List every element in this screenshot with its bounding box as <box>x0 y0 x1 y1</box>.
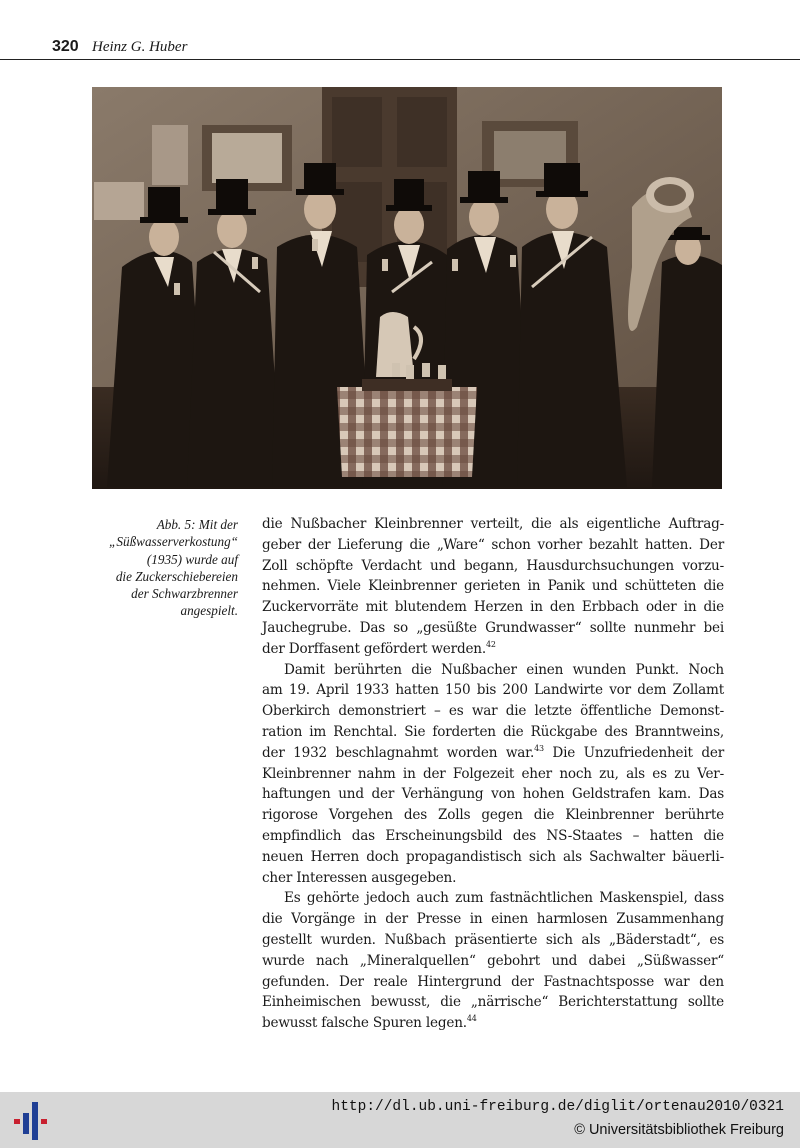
body-line-text: ration im Renchtal. Sie forderten die Rückgabe des Branntweins, <box>262 723 724 740</box>
caption-line: der Schwarzbrenner <box>131 586 238 602</box>
footnote-ref: 43 <box>534 743 544 753</box>
body-line-text: cher Interessen ausgegeben. <box>262 869 457 886</box>
body-text <box>262 514 724 1034</box>
body-line-text: geber der Lieferung die „Ware“ schon vorher bezahlt hatten. Der <box>262 536 724 553</box>
body-line-text: Damit berührten die Nußbacher einen wunden Punkt. Noch <box>284 661 724 678</box>
historic-photo <box>92 87 722 489</box>
body-line <box>262 784 724 805</box>
body-line-text: Oberkirch demonstriert – es war die letzte öffentliche Demonst- <box>262 703 724 720</box>
photo-illustration <box>92 87 722 489</box>
body-line-text: am 19. April 1933 hatten 150 bis 200 Landwirte vor dem Zollamt <box>262 682 724 699</box>
body-line <box>262 1013 724 1034</box>
body-line <box>262 743 724 764</box>
body-line <box>262 826 724 847</box>
body-line-text: neuen Herren doch propagandistisch sich als Sachwalter bäuerli- <box>262 848 724 865</box>
body-line <box>262 847 724 868</box>
body-line-text: Einheimischen bewusst, die „närrische“ Berichterstattung sollte <box>262 994 724 1011</box>
body-line <box>262 680 724 701</box>
body-line <box>262 888 724 909</box>
body-line <box>262 639 724 660</box>
body-line <box>262 576 724 597</box>
footer-url[interactable]: http://dl.ub.uni-freiburg.de/diglit/ortenau2010/0321 <box>331 1099 784 1115</box>
body-line-text: nehmen. Viele Kleinbrenner gerieten in Panik und schütteten die <box>262 578 724 595</box>
body-line-text: haftungen und der Verhängung von hohen Geldstrafen kam. Das <box>262 786 724 803</box>
body-line <box>262 535 724 556</box>
footer-copyright: © Universitätsbibliothek Freiburg <box>574 1122 784 1138</box>
footnote-ref: 42 <box>485 639 496 649</box>
page-number: 320 <box>52 38 79 55</box>
body-line-text: Kleinbrenner nahm in der Folgezeit eher noch zu, als es zu Ver- <box>262 765 724 782</box>
caption-line: „Süßwasserverkostung“ <box>109 534 238 550</box>
caption-line: angespielt. <box>180 603 238 619</box>
body-line-text: die Vorgänge in der Presse in einen harmlosen Zusammenhang <box>262 911 724 928</box>
body-line-text: Zoll schöpfte Verdacht und begann, Hausdurchsuchungen vorzu- <box>262 557 724 574</box>
body-line <box>262 514 724 535</box>
body-line <box>262 930 724 951</box>
body-line-text: wurde nach „Mineralquellen“ gebohrt und dabei „Süßwasser“ <box>262 952 724 969</box>
body-line <box>262 992 724 1013</box>
body-line-text: empfindlich das Erscheinungsbild des NS-Staates – hatten die <box>262 827 724 844</box>
body-line-text: Jauchegrube. Das so „gesüßte Grundwasser“ sollte nunmehr bei <box>262 619 724 636</box>
body-line <box>262 909 724 930</box>
body-line <box>262 618 724 639</box>
body-line-text: Zuckervorräte mit blutendem Herzen in den Erbbach oder in die <box>262 599 724 616</box>
running-head-author: Heinz G. Huber <box>92 39 188 55</box>
body-line <box>262 805 724 826</box>
body-line <box>262 951 724 972</box>
body-line <box>262 722 724 743</box>
body-line <box>262 597 724 618</box>
body-line-text: rigorose Vorgehen des Zolls gegen die Kleinbrenner berührte <box>262 807 724 824</box>
body-line-text: gefunden. Der reale Hintergrund der Fastnachtsposse war den <box>262 973 724 990</box>
body-line-text: Die Unzufriedenheit der <box>543 744 724 761</box>
footer-bar <box>0 1092 800 1148</box>
header-rule <box>0 59 800 60</box>
body-line <box>262 701 724 722</box>
body-line-text: gestellt wurden. Nußbach präsentierte sich als „Bäderstadt“, es <box>262 931 724 948</box>
caption-line: (1935) wurde auf <box>146 551 238 567</box>
body-line-text: der Dorffasent gefördert werden. <box>262 640 486 657</box>
body-line <box>262 972 724 993</box>
body-line-text: Es gehörte jedoch auch zum fastnächtlichen Maskenspiel, dass <box>284 890 724 907</box>
body-line <box>262 868 724 889</box>
body-line <box>262 556 724 577</box>
body-line-text: die Nußbacher Kleinbrenner verteilt, die als eigentliche Auftrag- <box>262 516 724 532</box>
library-logo-icon <box>10 1100 50 1142</box>
body-line <box>262 660 724 681</box>
body-line-text: der 1932 beschlagnahmt worden war. <box>262 744 535 761</box>
caption-line: Abb. 5: Mit der <box>156 517 238 532</box>
body-line-text: bewusst falsche Spuren legen. <box>262 1015 467 1032</box>
footnote-ref: 44 <box>466 1014 477 1024</box>
caption-line: die Zuckerschiebereien <box>115 568 238 584</box>
body-line <box>262 764 724 785</box>
running-header <box>38 38 800 60</box>
figure-caption <box>92 516 238 620</box>
